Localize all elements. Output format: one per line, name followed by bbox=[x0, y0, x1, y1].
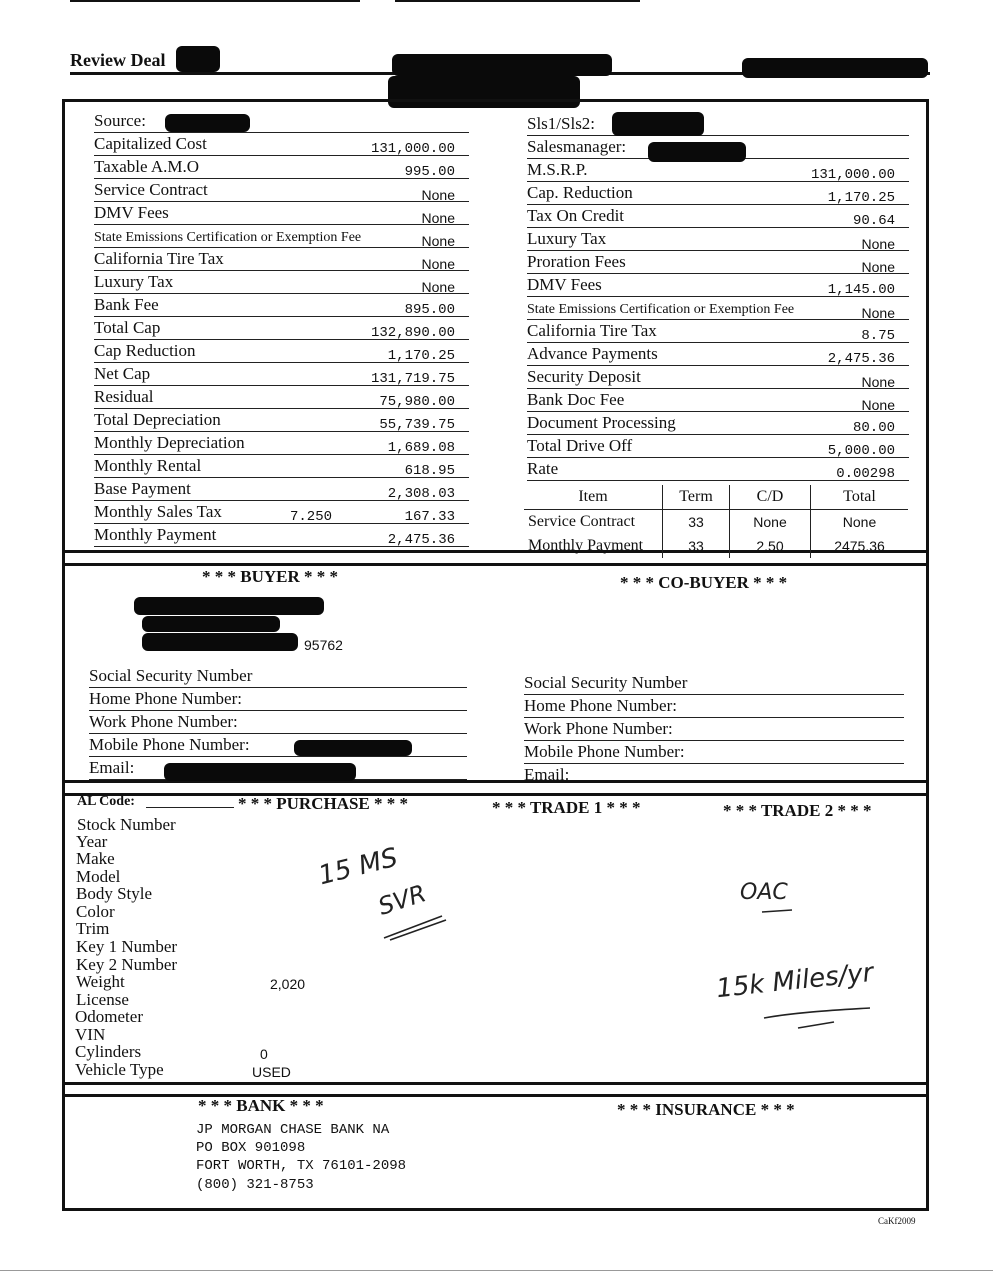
deal-row-label: Bank Doc Fee bbox=[527, 390, 625, 409]
al-code-label: AL Code: bbox=[77, 794, 135, 809]
deal-row-label: Monthly Sales Tax bbox=[94, 502, 222, 521]
buyer-field bbox=[89, 665, 467, 688]
buyer-field-label: Mobile Phone Number: bbox=[89, 735, 250, 754]
deal-row bbox=[94, 110, 469, 133]
deal-row-value: 8.75 bbox=[861, 328, 895, 344]
item-table-cell: None bbox=[811, 510, 909, 535]
deal-row-value: 131,000.00 bbox=[810, 167, 895, 183]
deal-row-label: Net Cap bbox=[94, 364, 151, 383]
deal-row-value: None bbox=[421, 187, 455, 203]
deal-row-value: None bbox=[861, 305, 895, 321]
deal-row bbox=[527, 343, 909, 366]
deal-row bbox=[527, 389, 909, 412]
deal-row-label: Security Deposit bbox=[527, 367, 641, 386]
cobuyer-field bbox=[524, 741, 904, 764]
vehicle-label: Trim bbox=[76, 919, 110, 938]
redaction-mark bbox=[142, 633, 298, 651]
weight-value: 2,020 bbox=[270, 976, 306, 992]
buyer-heading: * * * BUYER * * * bbox=[202, 567, 339, 586]
vehicle-label: Vehicle Type bbox=[75, 1060, 164, 1079]
deal-row bbox=[94, 179, 469, 202]
deal-row bbox=[94, 455, 469, 478]
deal-row bbox=[94, 271, 469, 294]
trade2-heading: * * * TRADE 2 * * * bbox=[723, 801, 872, 820]
deal-row-label: Base Payment bbox=[94, 479, 191, 498]
cobuyer-field bbox=[524, 695, 904, 718]
deal-row-value: 1,170.25 bbox=[827, 190, 895, 206]
deal-row bbox=[94, 156, 469, 179]
deal-row-value: 131,000.00 bbox=[370, 141, 455, 157]
vehicle-label: License bbox=[76, 990, 129, 1009]
vehicle-label: Weight bbox=[76, 972, 125, 991]
deal-row-label: Proration Fees bbox=[527, 252, 626, 271]
deal-row-label: California Tire Tax bbox=[527, 321, 657, 340]
handwritten-underline bbox=[758, 1004, 878, 1032]
deal-row bbox=[527, 320, 909, 343]
buyer-field-label: Home Phone Number: bbox=[89, 689, 242, 708]
deal-row-value: None bbox=[861, 236, 895, 252]
bank-line: PO BOX 901098 bbox=[196, 1140, 306, 1156]
redaction-mark bbox=[742, 58, 928, 78]
cobuyer-field bbox=[524, 764, 904, 786]
deal-row bbox=[527, 113, 909, 136]
deal-row bbox=[94, 363, 469, 386]
deal-row-label: Taxable A.M.O bbox=[94, 157, 200, 176]
insurance-heading: * * * INSURANCE * * * bbox=[617, 1100, 795, 1119]
handwritten-note: 15k Miles/yr bbox=[714, 957, 875, 1005]
deal-row bbox=[94, 340, 469, 363]
item-table-header-row bbox=[524, 485, 908, 510]
buyer-field bbox=[89, 688, 467, 711]
redaction-mark bbox=[612, 112, 704, 136]
deal-row-label: DMV Fees bbox=[527, 275, 602, 294]
trade1-heading: * * * TRADE 1 * * * bbox=[492, 798, 641, 817]
deal-row-label: Bank Fee bbox=[94, 295, 159, 314]
vehicle-label: Body Style bbox=[76, 884, 153, 903]
deal-row bbox=[94, 248, 469, 271]
deal-row-label: Capitalized Cost bbox=[94, 134, 207, 153]
deal-row bbox=[94, 501, 469, 524]
deal-row bbox=[527, 366, 909, 389]
redaction-mark bbox=[648, 142, 746, 162]
deal-row bbox=[527, 182, 909, 205]
deal-row bbox=[94, 225, 469, 248]
section-divider bbox=[62, 563, 929, 566]
page-title: Review Deal bbox=[70, 50, 166, 70]
redaction-mark bbox=[164, 763, 356, 781]
deal-row bbox=[94, 317, 469, 340]
deal-row bbox=[527, 205, 909, 228]
deal-row-value: None bbox=[861, 374, 895, 390]
deal-row-value: 5,000.00 bbox=[827, 443, 895, 459]
deal-row-label: Luxury Tax bbox=[94, 272, 174, 291]
purchase-heading: * * * PURCHASE * * * bbox=[238, 794, 409, 813]
vehicle-type-value: USED bbox=[252, 1064, 291, 1080]
item-table bbox=[524, 485, 908, 558]
deal-row bbox=[527, 458, 909, 481]
item-table-header: Item bbox=[524, 485, 663, 510]
cylinders-value: 0 bbox=[260, 1046, 268, 1062]
deal-row-value: 1,170.25 bbox=[387, 348, 455, 364]
vehicle-label: Odometer bbox=[75, 1007, 143, 1026]
bottom-scan-line bbox=[0, 1270, 993, 1271]
cobuyer-field-label: Social Security Number bbox=[524, 673, 688, 692]
deal-row-value: 167.33 bbox=[404, 509, 455, 525]
deal-row-value: 90.64 bbox=[852, 213, 895, 229]
item-table-header: Term bbox=[663, 485, 730, 510]
buyer-zip: 95762 bbox=[304, 637, 343, 653]
deal-row-label: Rate bbox=[527, 459, 559, 478]
deal-row bbox=[94, 133, 469, 156]
deal-row bbox=[527, 251, 909, 274]
deal-row bbox=[94, 294, 469, 317]
deal-row-label: Monthly Payment bbox=[94, 525, 217, 544]
deal-row-value: 1,145.00 bbox=[827, 282, 895, 298]
deal-row-label: California Tire Tax bbox=[94, 249, 224, 268]
deal-row-label: Tax On Credit bbox=[527, 206, 625, 225]
deal-row-label: Service Contract bbox=[94, 180, 208, 199]
item-table-row bbox=[524, 534, 908, 558]
deal-row-value: 2,475.36 bbox=[827, 351, 895, 367]
deal-row-value: None bbox=[421, 256, 455, 272]
vehicle-label: Cylinders bbox=[75, 1042, 142, 1061]
vehicle-label: Color bbox=[76, 902, 115, 921]
deal-row-label: State Emissions Certification or Exemption Fee bbox=[527, 302, 795, 317]
deal-row-value: 55,739.75 bbox=[379, 417, 455, 433]
deal-row-value: 2,308.03 bbox=[387, 486, 455, 502]
deal-row bbox=[527, 159, 909, 182]
deal-row bbox=[527, 297, 909, 320]
section-divider bbox=[62, 793, 929, 796]
deal-row-label: Cap. Reduction bbox=[527, 183, 633, 202]
item-table-cell: None bbox=[730, 510, 811, 535]
deal-row-label: Salesmanager: bbox=[527, 137, 627, 156]
deal-row-label: Cap Reduction bbox=[94, 341, 196, 360]
item-table-header: Total bbox=[811, 485, 909, 510]
item-table-cell: 33 bbox=[663, 534, 730, 558]
handwritten-underline bbox=[758, 904, 798, 916]
deal-row-label: DMV Fees bbox=[94, 203, 169, 222]
deal-row-label: Total Cap bbox=[94, 318, 161, 337]
redaction-mark bbox=[142, 616, 280, 632]
deal-row-value: 1,689.08 bbox=[387, 440, 455, 456]
bank-line: JP MORGAN CHASE BANK NA bbox=[196, 1122, 390, 1138]
handwritten-note: OAC bbox=[740, 880, 788, 905]
deal-row bbox=[527, 274, 909, 297]
deal-row bbox=[94, 409, 469, 432]
deal-row-label: M.S.R.P. bbox=[527, 160, 588, 179]
redaction-mark bbox=[294, 740, 412, 756]
redaction-mark bbox=[392, 54, 612, 76]
deal-row bbox=[527, 228, 909, 251]
deal-row-value: None bbox=[861, 259, 895, 275]
deal-row bbox=[527, 435, 909, 458]
bank-line: FORT WORTH, TX 76101-2098 bbox=[196, 1158, 407, 1174]
redaction-mark bbox=[176, 46, 220, 72]
deal-row-label: Source: bbox=[94, 111, 146, 130]
bank-heading: * * * BANK * * * bbox=[198, 1096, 324, 1115]
deal-row-label: Advance Payments bbox=[527, 344, 658, 363]
cobuyer-field bbox=[524, 672, 904, 695]
item-table-cell: Service Contract bbox=[524, 510, 663, 535]
deal-row-label: Sls1/Sls2: bbox=[527, 114, 596, 133]
deal-row-value: 132,890.00 bbox=[370, 325, 455, 341]
buyer-field bbox=[89, 711, 467, 734]
item-table-cell: 33 bbox=[663, 510, 730, 535]
form-code: CaKf2009 bbox=[878, 1216, 916, 1226]
deal-row-label: Luxury Tax bbox=[527, 229, 607, 248]
deal-row bbox=[94, 432, 469, 455]
cobuyer-field-label: Work Phone Number: bbox=[524, 719, 673, 738]
cobuyer-field-label: Email: bbox=[524, 765, 570, 784]
vehicle-label: Make bbox=[76, 849, 115, 868]
vehicle-label: Stock Number bbox=[77, 815, 176, 834]
deal-row bbox=[94, 386, 469, 409]
deal-row-value: 75,980.00 bbox=[379, 394, 455, 410]
al-code-blank bbox=[146, 807, 234, 808]
deal-row-value: None bbox=[861, 397, 895, 413]
deal-row-value: None bbox=[421, 233, 455, 249]
vehicle-label: Key 2 Number bbox=[76, 955, 178, 974]
vehicle-label: VIN bbox=[75, 1025, 106, 1044]
buyer-field-label: Work Phone Number: bbox=[89, 712, 238, 731]
deal-row-label: Monthly Depreciation bbox=[94, 433, 245, 452]
vehicle-label: Key 1 Number bbox=[76, 937, 178, 956]
deal-row-label: Monthly Rental bbox=[94, 456, 202, 475]
cobuyer-field-label: Home Phone Number: bbox=[524, 696, 677, 715]
sales-tax-rate: 7.250 bbox=[290, 509, 333, 525]
item-table-cell: 2.50 bbox=[730, 534, 811, 558]
vehicle-label: Year bbox=[76, 832, 108, 851]
deal-row-label: Document Processing bbox=[527, 413, 676, 432]
section-divider bbox=[62, 1094, 929, 1097]
deal-row-label: Total Depreciation bbox=[94, 410, 221, 429]
deal-row-value: None bbox=[421, 210, 455, 226]
item-table-header: C/D bbox=[730, 485, 811, 510]
cobuyer-heading: * * * CO-BUYER * * * bbox=[620, 573, 788, 592]
redaction-mark bbox=[134, 597, 324, 615]
cobuyer-field bbox=[524, 718, 904, 741]
deal-row-value: 2,475.36 bbox=[387, 532, 455, 548]
deal-row bbox=[94, 478, 469, 501]
deal-row-value: 131,719.75 bbox=[370, 371, 455, 387]
handwritten-underline bbox=[380, 912, 450, 942]
cobuyer-field-label: Mobile Phone Number: bbox=[524, 742, 685, 761]
top-scan-line-right bbox=[395, 0, 640, 2]
vehicle-label: Model bbox=[76, 867, 121, 886]
deal-row-value: 0.00298 bbox=[836, 466, 895, 482]
deal-row-label: State Emissions Certification or Exemption Fee bbox=[94, 230, 362, 245]
deal-row-label: Residual bbox=[94, 387, 154, 406]
deal-row-value: None bbox=[421, 279, 455, 295]
bank-line: (800) 321-8753 bbox=[196, 1177, 314, 1193]
section-divider bbox=[62, 1082, 929, 1085]
deal-row-label: Total Drive Off bbox=[527, 436, 633, 455]
deal-row-value: 618.95 bbox=[404, 463, 455, 479]
handwritten-note: 15 MS bbox=[315, 842, 401, 892]
handwritten-note: SVR bbox=[374, 879, 430, 921]
item-table-cell: 2475.36 bbox=[811, 534, 909, 558]
deal-row-value: 80.00 bbox=[852, 420, 895, 436]
redaction-mark bbox=[165, 114, 250, 132]
item-table-row bbox=[524, 510, 908, 535]
deal-row bbox=[527, 412, 909, 435]
deal-row bbox=[94, 202, 469, 225]
deal-row-value: 995.00 bbox=[404, 164, 455, 180]
top-scan-line-left bbox=[70, 0, 360, 2]
deal-row bbox=[94, 524, 469, 547]
item-table-cell: Monthly Payment bbox=[524, 534, 663, 558]
deal-row-value: 895.00 bbox=[404, 302, 455, 318]
buyer-field-label: Social Security Number bbox=[89, 666, 253, 685]
buyer-field-label: Email: bbox=[89, 758, 135, 777]
